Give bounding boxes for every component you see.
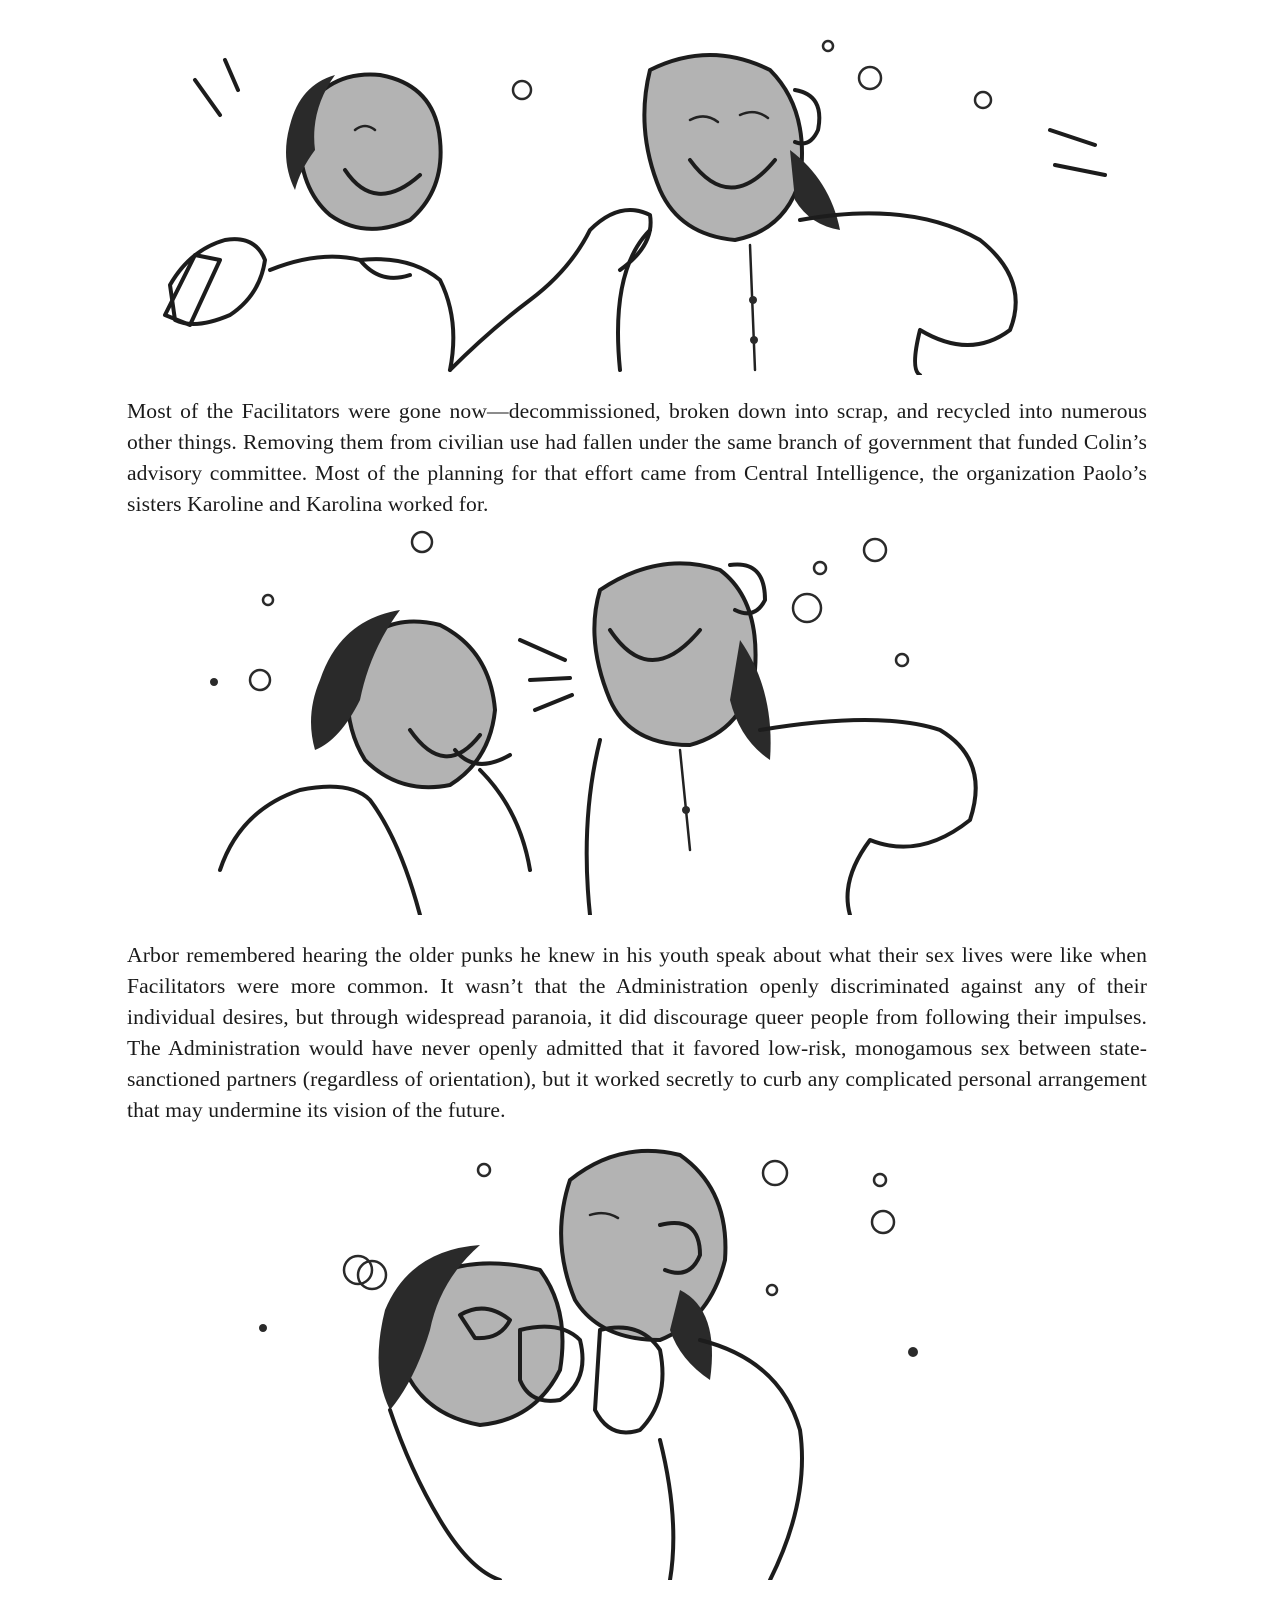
bubble — [872, 1211, 894, 1233]
left-man-arm — [480, 770, 530, 870]
body-paragraph-2: Arbor remembered hearing the older punks he knew in his youth speak about what their sex lives were like when Facilitators were more common. It wasn’t that the Administration openly discriminated against any of their individual desires, but through widespread paranoia, it did discourage queer people from following their impulses. The Administration would have never openly admitted that it favored low-risk, monogamous sex between state-sanctioned partners (regardless of orientation), but it worked secretly to curb any complicated personal arrangement that may undermine its vision of the future. — [127, 943, 1147, 1122]
bubble — [478, 1164, 490, 1176]
shirt-button — [749, 296, 757, 304]
bubble — [864, 539, 886, 561]
bubble — [874, 1174, 886, 1186]
motion-stroke — [195, 80, 220, 115]
motion-stroke — [520, 640, 565, 660]
shirt-button — [682, 806, 690, 814]
bubble-dot — [908, 1347, 918, 1357]
bubble — [412, 532, 432, 552]
motion-stroke — [530, 678, 570, 680]
bubble — [767, 1285, 777, 1295]
left-man-fist — [170, 239, 265, 324]
motion-stroke — [1050, 130, 1095, 145]
illustration-kiss — [240, 1140, 940, 1580]
bubble — [859, 67, 881, 89]
bubble — [763, 1161, 787, 1185]
shirt-button — [750, 336, 758, 344]
left-man-shoulders — [220, 787, 420, 915]
bubble — [975, 92, 991, 108]
right-man-torso-left — [587, 740, 600, 915]
bubble — [793, 594, 821, 622]
cupping-hand — [595, 1328, 663, 1433]
bubble — [250, 670, 270, 690]
right-man-shirt-placket — [680, 750, 690, 850]
illustration-shared-laugh — [200, 530, 1030, 915]
bubble — [513, 81, 531, 99]
right-man-face-wash — [644, 55, 802, 240]
right-man-arm — [660, 1440, 673, 1580]
right-man-arm — [800, 213, 1016, 375]
right-man-arm — [760, 720, 976, 915]
motion-stroke — [1055, 165, 1105, 175]
body-paragraph-1: Most of the Facilitators were gone now—decommissioned, broken down into scrap, and recycled into numerous other things. Removing them from civilian use had fallen under the same branch of government that funded Colin’s advisory committee. Most of the planning for that effort came from Central Intelligence, the organization Paolo’s sisters Karoline and Karolina worked for. — [127, 399, 1147, 516]
shared-laugh-drawing — [200, 530, 1030, 915]
bubble — [263, 595, 273, 605]
illustration-laughing-men — [150, 30, 1110, 375]
bubble — [896, 654, 908, 666]
kiss-drawing — [240, 1140, 940, 1580]
left-man-back — [390, 1410, 500, 1580]
bubble-dot — [210, 678, 218, 686]
motion-stroke — [225, 60, 238, 90]
right-man-shirt-placket — [750, 245, 755, 370]
laughing-men-drawing — [150, 30, 1110, 375]
right-man-torso-left — [618, 230, 650, 370]
bubble — [823, 41, 833, 51]
bubble-dot — [259, 1324, 267, 1332]
bubble — [814, 562, 826, 574]
right-man-shoulder — [700, 1340, 802, 1580]
left-man-shoulders — [270, 257, 453, 370]
motion-stroke — [535, 695, 572, 710]
